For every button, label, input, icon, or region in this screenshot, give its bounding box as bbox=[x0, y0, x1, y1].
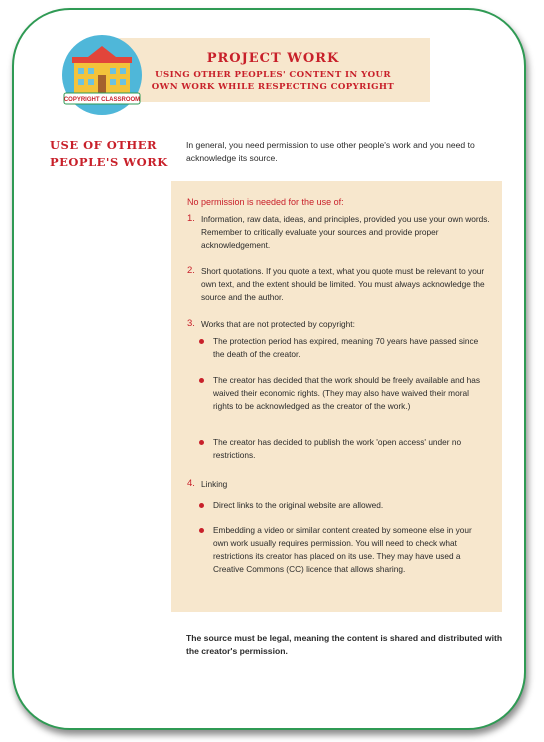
item-text: Information, raw data, ideas, and principles, provided you use your own words. Remember to critically evaluate your sources and provide proper acknowledgement. bbox=[201, 214, 490, 250]
item-number: 1. bbox=[187, 213, 195, 224]
banner-title: PROJECT WORK bbox=[206, 51, 340, 66]
school-building-icon bbox=[60, 33, 144, 117]
banner-subtitle-line2: OWN WORK WHILE RESPECTING COPYRIGHT bbox=[151, 82, 395, 92]
item-text: Short quotations. If you quote a text, what you quote must be relevant to your own text, and the extent should be limited. You must always acknowledge the source and the author. bbox=[201, 266, 485, 302]
logo-label: COPYRIGHT CLASSROOM bbox=[63, 97, 141, 103]
footer-note: The source must be legal, meaning the content is shared and distributed with the creator's permission. bbox=[186, 633, 503, 656]
item-text: Linking bbox=[201, 479, 228, 489]
item-text: Works that are not protected by copyright: bbox=[201, 319, 355, 329]
bullet-text: The creator has decided that the work should be freely available and has waived their economic rights. (They may also have waived their moral rights to be acknowledged as the creator of the work.) bbox=[213, 375, 481, 411]
bullet-dot-icon bbox=[199, 440, 204, 445]
bullet-dot-icon bbox=[199, 503, 204, 508]
info-box bbox=[171, 181, 502, 612]
item-number: 4. bbox=[187, 478, 195, 489]
section-heading bbox=[50, 137, 170, 171]
bullet-text: The protection period has expired, meaning 70 years have passed since the death of the creator. bbox=[213, 336, 479, 359]
header-banner bbox=[116, 38, 430, 102]
item-number: 2. bbox=[187, 265, 195, 276]
bullet-text: Direct links to the original website are allowed. bbox=[213, 500, 384, 510]
banner-subtitle-line1: USING OTHER PEOPLES' CONTENT IN YOUR bbox=[155, 70, 391, 80]
bullet-dot-icon bbox=[199, 378, 204, 383]
bullet-dot-icon bbox=[199, 339, 204, 344]
section-heading-line1: USE OF OTHER bbox=[50, 138, 158, 152]
item-number: 3. bbox=[187, 318, 195, 329]
bullet-text: Embedding a video or similar content created by someone else in your own work usually requires permission. You will need to check what restrictions its creator has placed on its use. They may have used a Creative Commons (CC) licence that allows sharing. bbox=[213, 525, 472, 574]
section-heading-line2: PEOPLE'S WORK bbox=[50, 155, 168, 169]
banner-subtitle bbox=[116, 69, 430, 93]
bullet-text: The creator has decided to publish the work 'open access' under no restrictions. bbox=[213, 437, 462, 460]
intro-paragraph: In general, you need permission to use other people's work and you need to acknowledge its source. bbox=[186, 140, 475, 163]
bullet-dot-icon bbox=[199, 528, 204, 533]
info-box-title: No permission is needed for the use of: bbox=[187, 197, 344, 207]
